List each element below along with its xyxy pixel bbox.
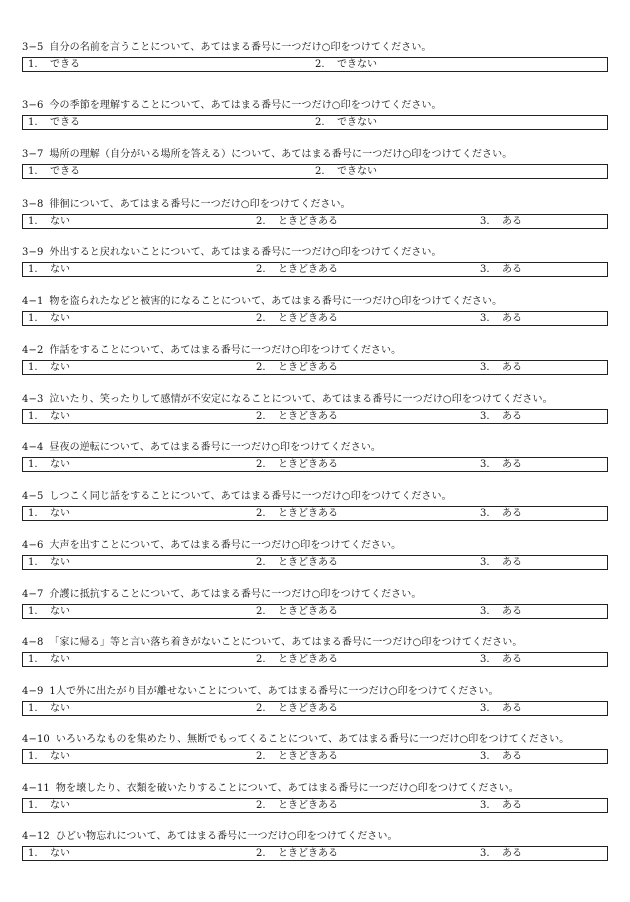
option-label: ある <box>502 459 522 470</box>
question-block <box>22 246 608 275</box>
answer-option[interactable] <box>23 605 70 618</box>
option-label: ある <box>502 313 522 324</box>
answer-options-box <box>22 798 608 813</box>
question-number: 4−3 <box>22 394 44 405</box>
option-number: 3. <box>480 751 490 762</box>
option-number: 2. <box>256 508 266 519</box>
option-number: 2. <box>256 411 266 422</box>
question-text <box>22 441 608 454</box>
answer-option[interactable] <box>251 799 338 812</box>
answer-option[interactable] <box>310 58 377 71</box>
option-number: 1. <box>28 313 38 324</box>
option-label: ときどきある <box>278 459 338 470</box>
option-number: 1. <box>28 362 38 373</box>
question-text <box>22 830 608 843</box>
option-label: できない <box>337 59 377 70</box>
option-label: ない <box>50 508 70 519</box>
option-label: ない <box>50 557 70 568</box>
question-text <box>22 685 608 698</box>
option-label: できる <box>50 59 80 70</box>
question-number: 4−8 <box>22 637 44 648</box>
question-label: 徘徊について、あてはまる番号に一つだけ○印をつけてください。 <box>49 199 351 210</box>
answer-options-box <box>22 262 608 277</box>
question-label: 大声を出すことについて、あてはまる番号に一つだけ○印をつけてください。 <box>49 540 402 551</box>
answer-option[interactable] <box>251 750 338 763</box>
answer-options-box <box>22 555 608 570</box>
question-block <box>22 41 608 70</box>
answer-options-box <box>22 214 608 229</box>
question-text <box>22 99 608 112</box>
question-block <box>22 393 608 422</box>
option-label: ときどきある <box>278 703 338 714</box>
option-label: ときどきある <box>278 800 338 811</box>
option-label: ときどきある <box>278 848 338 859</box>
question-number: 3−5 <box>22 42 44 53</box>
question-block <box>22 490 608 519</box>
option-number: 3. <box>480 313 490 324</box>
answer-option[interactable] <box>23 116 80 129</box>
question-text <box>22 782 608 795</box>
answer-options-box <box>22 749 608 764</box>
option-label: ない <box>50 459 70 470</box>
question-block <box>22 733 608 762</box>
option-number: 1. <box>28 411 38 422</box>
question-text <box>22 733 608 746</box>
option-number: 1. <box>28 117 38 128</box>
option-label: ない <box>50 313 70 324</box>
option-label: ときどきある <box>278 264 338 275</box>
answer-options-box <box>22 701 608 716</box>
question-text <box>22 41 608 54</box>
question-number: 4−9 <box>22 686 44 697</box>
question-block <box>22 830 608 859</box>
option-number: 3. <box>480 411 490 422</box>
option-label: ない <box>50 362 70 373</box>
option-number: 1. <box>28 508 38 519</box>
option-number: 1. <box>28 654 38 665</box>
answer-options-box <box>22 457 608 472</box>
answer-option[interactable] <box>475 750 522 763</box>
question-text <box>22 636 608 649</box>
answer-option[interactable] <box>251 458 338 471</box>
answer-option[interactable] <box>251 556 338 569</box>
question-text <box>22 295 608 308</box>
answer-option[interactable] <box>251 507 338 520</box>
option-number: 2. <box>315 166 325 177</box>
question-label: 自分の名前を言うことについて、あてはまる番号に一つだけ○印をつけてください。 <box>49 42 432 53</box>
option-label: ある <box>502 751 522 762</box>
answer-option[interactable] <box>23 410 70 423</box>
question-text <box>22 490 608 503</box>
option-number: 1. <box>28 216 38 227</box>
answer-option[interactable] <box>475 312 522 325</box>
option-label: ときどきある <box>278 313 338 324</box>
answer-option[interactable] <box>23 847 70 860</box>
answer-option[interactable] <box>23 750 70 763</box>
option-number: 2. <box>256 800 266 811</box>
answer-options-box <box>22 846 608 861</box>
option-number: 2. <box>315 117 325 128</box>
question-block <box>22 539 608 568</box>
option-number: 1. <box>28 459 38 470</box>
answer-options-box <box>22 652 608 667</box>
answer-option[interactable] <box>251 312 338 325</box>
option-number: 1. <box>28 848 38 859</box>
option-number: 3. <box>480 216 490 227</box>
question-text <box>22 246 608 259</box>
answer-option[interactable] <box>475 799 522 812</box>
answer-option[interactable] <box>475 847 522 860</box>
option-label: ときどきある <box>278 411 338 422</box>
answer-options-box <box>22 409 608 424</box>
option-number: 2. <box>256 557 266 568</box>
option-label: ない <box>50 216 70 227</box>
answer-option[interactable] <box>251 215 338 228</box>
option-label: ない <box>50 751 70 762</box>
option-label: ある <box>502 703 522 714</box>
question-text <box>22 148 608 161</box>
question-number: 3−9 <box>22 247 44 258</box>
question-number: 4−5 <box>22 491 44 502</box>
option-number: 3. <box>480 557 490 568</box>
question-number: 4−4 <box>22 442 44 453</box>
answer-option[interactable] <box>251 653 338 666</box>
question-number: 4−1 <box>22 296 44 307</box>
answer-option[interactable] <box>475 605 522 618</box>
option-number: 2. <box>256 264 266 275</box>
option-label: ときどきある <box>278 216 338 227</box>
option-number: 2. <box>256 751 266 762</box>
option-number: 2. <box>315 59 325 70</box>
option-label: ある <box>502 264 522 275</box>
option-label: できる <box>50 166 80 177</box>
question-text <box>22 539 608 552</box>
answer-option[interactable] <box>23 361 70 374</box>
option-label: ある <box>502 848 522 859</box>
question-label: 「家に帰る」等と言い落ち着きがないことについて、あてはまる番号に一つだけ○印をつけてください。 <box>49 637 523 648</box>
answer-option[interactable] <box>251 702 338 715</box>
question-block <box>22 588 608 617</box>
option-number: 1. <box>28 264 38 275</box>
answer-option[interactable] <box>475 361 522 374</box>
option-label: できない <box>337 117 377 128</box>
question-block <box>22 685 608 714</box>
option-number: 2. <box>256 703 266 714</box>
answer-option[interactable] <box>23 507 70 520</box>
question-number: 4−12 <box>22 831 50 842</box>
answer-option[interactable] <box>23 58 80 71</box>
option-label: ない <box>50 848 70 859</box>
option-number: 2. <box>256 848 266 859</box>
option-label: ある <box>502 606 522 617</box>
option-number: 1. <box>28 703 38 714</box>
option-label: できる <box>50 117 80 128</box>
question-block <box>22 782 608 811</box>
option-label: ある <box>502 557 522 568</box>
answer-option[interactable] <box>23 312 70 325</box>
answer-option[interactable] <box>251 605 338 618</box>
option-label: ある <box>502 411 522 422</box>
option-number: 3. <box>480 508 490 519</box>
question-label: 1人で外に出たがり目が離せないことについて、あてはまる番号に一つだけ○印をつけてください。 <box>49 686 499 697</box>
answer-options-box <box>22 604 608 619</box>
answer-option[interactable] <box>475 458 522 471</box>
option-number: 3. <box>480 800 490 811</box>
option-label: ない <box>50 606 70 617</box>
option-number: 2. <box>256 459 266 470</box>
answer-options-box <box>22 115 608 130</box>
option-label: ない <box>50 703 70 714</box>
option-label: ある <box>502 508 522 519</box>
answer-option[interactable] <box>310 116 377 129</box>
option-number: 2. <box>256 654 266 665</box>
option-label: ときどきある <box>278 654 338 665</box>
question-label: 物を壊したり、衣類を破いたりすることについて、あてはまる番号に一つだけ○印をつけてください。 <box>55 783 519 794</box>
question-block <box>22 198 608 227</box>
question-label: 今の季節を理解することについて、あてはまる番号に一つだけ○印をつけてください。 <box>49 100 442 111</box>
option-label: ときどきある <box>278 508 338 519</box>
question-block <box>22 295 608 324</box>
question-label: 介護に抵抗することについて、あてはまる番号に一つだけ○印をつけてください。 <box>49 589 422 600</box>
option-number: 1. <box>28 166 38 177</box>
option-label: できない <box>337 166 377 177</box>
question-block <box>22 148 608 177</box>
question-text <box>22 344 608 357</box>
option-label: ない <box>50 264 70 275</box>
question-label: 作話をすることについて、あてはまる番号に一つだけ○印をつけてください。 <box>49 345 402 356</box>
answer-option[interactable] <box>23 653 70 666</box>
question-number: 4−11 <box>22 783 50 794</box>
option-label: ある <box>502 216 522 227</box>
option-label: ない <box>50 654 70 665</box>
answer-options-box <box>22 311 608 326</box>
question-number: 4−6 <box>22 540 44 551</box>
option-number: 3. <box>480 362 490 373</box>
question-number: 4−7 <box>22 589 44 600</box>
answer-option[interactable] <box>23 458 70 471</box>
answer-option[interactable] <box>251 263 338 276</box>
option-label: ときどきある <box>278 362 338 373</box>
option-number: 2. <box>256 606 266 617</box>
question-text <box>22 198 608 211</box>
option-number: 1. <box>28 59 38 70</box>
question-label: 昼夜の逆転について、あてはまる番号に一つだけ○印をつけてください。 <box>49 442 382 453</box>
answer-option[interactable] <box>310 165 377 178</box>
answer-option[interactable] <box>23 556 70 569</box>
option-number: 3. <box>480 606 490 617</box>
answer-option[interactable] <box>475 507 522 520</box>
answer-option[interactable] <box>23 165 80 178</box>
answer-option[interactable] <box>475 410 522 423</box>
option-label: ときどきある <box>278 751 338 762</box>
question-label: 物を盗られたなどと被害的になることについて、あてはまる番号に一つだけ○印をつけてください。 <box>49 296 503 307</box>
answer-option[interactable] <box>251 847 338 860</box>
answer-option[interactable] <box>23 215 70 228</box>
question-label: ひどい物忘れについて、あてはまる番号に一つだけ○印をつけてください。 <box>55 831 398 842</box>
answer-options-box <box>22 506 608 521</box>
option-number: 3. <box>480 654 490 665</box>
question-number: 4−10 <box>22 734 50 745</box>
question-number: 3−8 <box>22 199 44 210</box>
answer-option[interactable] <box>251 361 338 374</box>
answer-option[interactable] <box>251 410 338 423</box>
question-number: 3−6 <box>22 100 44 111</box>
question-number: 3−7 <box>22 149 44 160</box>
question-block <box>22 636 608 665</box>
option-number: 3. <box>480 264 490 275</box>
option-number: 3. <box>480 459 490 470</box>
option-number: 2. <box>256 362 266 373</box>
option-number: 2. <box>256 313 266 324</box>
option-number: 1. <box>28 606 38 617</box>
option-label: ある <box>502 362 522 373</box>
option-label: ある <box>502 800 522 811</box>
answer-option[interactable] <box>475 653 522 666</box>
answer-option[interactable] <box>23 799 70 812</box>
option-number: 1. <box>28 557 38 568</box>
question-label: 外出すると戻れないことについて、あてはまる番号に一つだけ○印をつけてください。 <box>49 247 442 258</box>
option-number: 1. <box>28 800 38 811</box>
option-number: 2. <box>256 216 266 227</box>
answer-option[interactable] <box>475 702 522 715</box>
question-block <box>22 441 608 470</box>
option-number: 3. <box>480 848 490 859</box>
question-label: いろいろなものを集めたり、無断でもってくることについて、あてはまる番号に一つだけ○印をつけてください。 <box>55 734 570 745</box>
question-label: 泣いたり、笑ったりして感情が不安定になることについて、あてはまる番号に一つだけ○印をつけてください。 <box>49 394 553 405</box>
question-text <box>22 393 608 406</box>
answer-option[interactable] <box>23 263 70 276</box>
answer-options-box <box>22 57 608 72</box>
option-label: ときどきある <box>278 557 338 568</box>
question-number: 4−2 <box>22 345 44 356</box>
answer-options-box <box>22 360 608 375</box>
question-block <box>22 99 608 128</box>
question-block <box>22 344 608 373</box>
question-label: しつこく同じ話をすることについて、あてはまる番号に一つだけ○印をつけてください。 <box>49 491 452 502</box>
question-text <box>22 588 608 601</box>
option-label: ない <box>50 411 70 422</box>
answer-option[interactable] <box>475 263 522 276</box>
question-label: 場所の理解（自分がいる場所を答える）について、あてはまる番号に一つだけ○印をつけてください。 <box>49 149 513 160</box>
answer-option[interactable] <box>475 215 522 228</box>
option-label: ある <box>502 654 522 665</box>
option-number: 3. <box>480 703 490 714</box>
answer-option[interactable] <box>23 702 70 715</box>
answer-option[interactable] <box>475 556 522 569</box>
answer-options-box <box>22 164 608 179</box>
option-number: 1. <box>28 751 38 762</box>
option-label: ときどきある <box>278 606 338 617</box>
option-label: ない <box>50 800 70 811</box>
